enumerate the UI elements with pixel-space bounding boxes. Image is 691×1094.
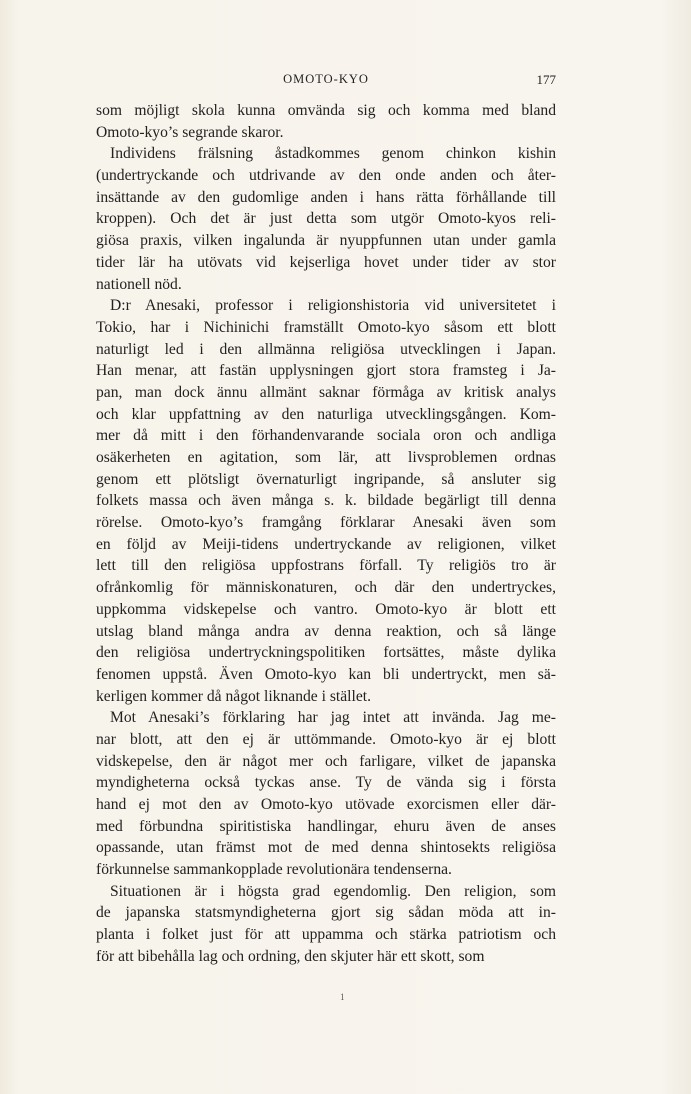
text-line: Omoto-kyo’s segrande skaror. (96, 123, 284, 141)
text-line: osäkerheten en agitation, som lär, att livsproblemen ordnas (96, 449, 556, 466)
text-line: kroppen). Och det är just detta som utgör Omoto-kyos reli- (96, 210, 556, 228)
text-line: rörelse. Omoto-kyo’s framgång förklarar Anesaki även som (96, 514, 556, 532)
text-line: ofrånkomlig för människonaturen, och där den undertryckes, (96, 579, 556, 597)
text-line: tider lär ha utövats vid kejserliga hovet under tider av stor (96, 253, 556, 271)
text-line: genom ett plötsligt övernaturligt ingripande, så ansluter sig (96, 470, 556, 488)
text-line: Mot Anesaki’s förklaring har jag intet att invända. Jag me- (110, 709, 556, 727)
text-line: lett till den religiösa uppfostrans förfall. Ty religiös tro är (96, 557, 556, 575)
text-line: utslag bland många andra av denna reaktion, och så länge (96, 622, 556, 640)
text-line: Situationen är i högsta grad egendomlig. Den religion, som (110, 882, 556, 900)
running-title: OMOTO-KYO (283, 72, 369, 86)
text-line: fenomen uppstå. Även Omoto-kyo kan bli undertryckt, men sä- (96, 665, 556, 683)
text-line: hand ej mot den av Omoto-kyo utövade exorcismen eller där- (96, 796, 556, 813)
text-line: för att bibehålla lag och ordning, den skjuter här ett skott, som (96, 947, 485, 965)
page-header (96, 70, 556, 90)
text-line: vidskepelse, den är något mer och farligare, vilket de japanska (96, 752, 556, 770)
text-line: nationell nöd. (96, 275, 182, 293)
text-line: med förbundna spiritistiska handlingar, ehuru även de anses (96, 817, 556, 835)
text-line: pan, man dock ännu allmänt saknar förmåga av kritisk analys (96, 383, 556, 401)
text-line: naturligt led i den allmänna religiösa utvecklingen i Japan. (96, 340, 556, 358)
signature-mark: 1 (340, 992, 345, 1002)
text-line: folkets massa och även många s. k. bildade begärligt till denna (96, 492, 556, 510)
text-line: mer då mitt i den förhandenvarande sociala oron och andliga (96, 427, 556, 445)
text-line: Tokio, har i Nichinichi framställt Omoto-kyo såsom ett blott (96, 318, 556, 336)
body-text (96, 100, 556, 968)
paragraph (96, 295, 556, 707)
text-line: myndigheterna också tyckas anse. Ty de vända sig i första (96, 774, 556, 792)
paragraph (96, 143, 556, 295)
text-line: kerligen kommer då något liknande i stället. (96, 687, 371, 705)
text-line: (undertryckande och utdrivande av den onde anden och åter- (96, 167, 556, 185)
text-line: förkunnelse sammankopplade revolutionära tendenserna. (96, 861, 452, 879)
text-line: Han menar, att fastän upplysningen gjort stora framsteg i Ja- (96, 362, 556, 380)
text-line: planta i folket just för att uppamma och stärka patriotism och (96, 926, 556, 944)
text-line: nar blott, att den ej är uttömmande. Omoto-kyo är ej blott (96, 730, 556, 748)
text-line: en följd av Meiji-tidens undertryckande av religionen, vilket (96, 535, 556, 553)
paragraph (96, 100, 556, 143)
text-line: de japanska statsmyndigheterna gjort sig sådan möda att in- (96, 904, 556, 922)
text-line: uppkomma vidskepelse och vantro. Omoto-kyo är blott ett (96, 600, 556, 618)
text-line: opassande, utan främst mot de med denna shintosekts religiösa (96, 839, 556, 857)
paragraph (96, 707, 556, 881)
text-line: den religiösa undertryckningspolitiken fortsättes, måste dylika (96, 644, 556, 662)
text-line: D:r Anesaki, professor i religionshistoria vid universitetet i (110, 297, 556, 315)
text-line: och klar uppfattning av den naturliga utvecklingsgången. Kom- (96, 405, 556, 423)
paragraph (96, 881, 556, 968)
page-number: 177 (536, 72, 556, 87)
text-line: giösa praxis, vilken ingalunda är nyuppfunnen utan under gamla (96, 232, 556, 250)
text-line: som möjligt skola kunna omvända sig och komma med bland (96, 102, 556, 119)
text-line: insättande av den gudomlige anden i hans rätta förhållande till (96, 188, 556, 206)
text-line: Individens frälsning åstadkommes genom chinkon kishin (110, 145, 556, 163)
